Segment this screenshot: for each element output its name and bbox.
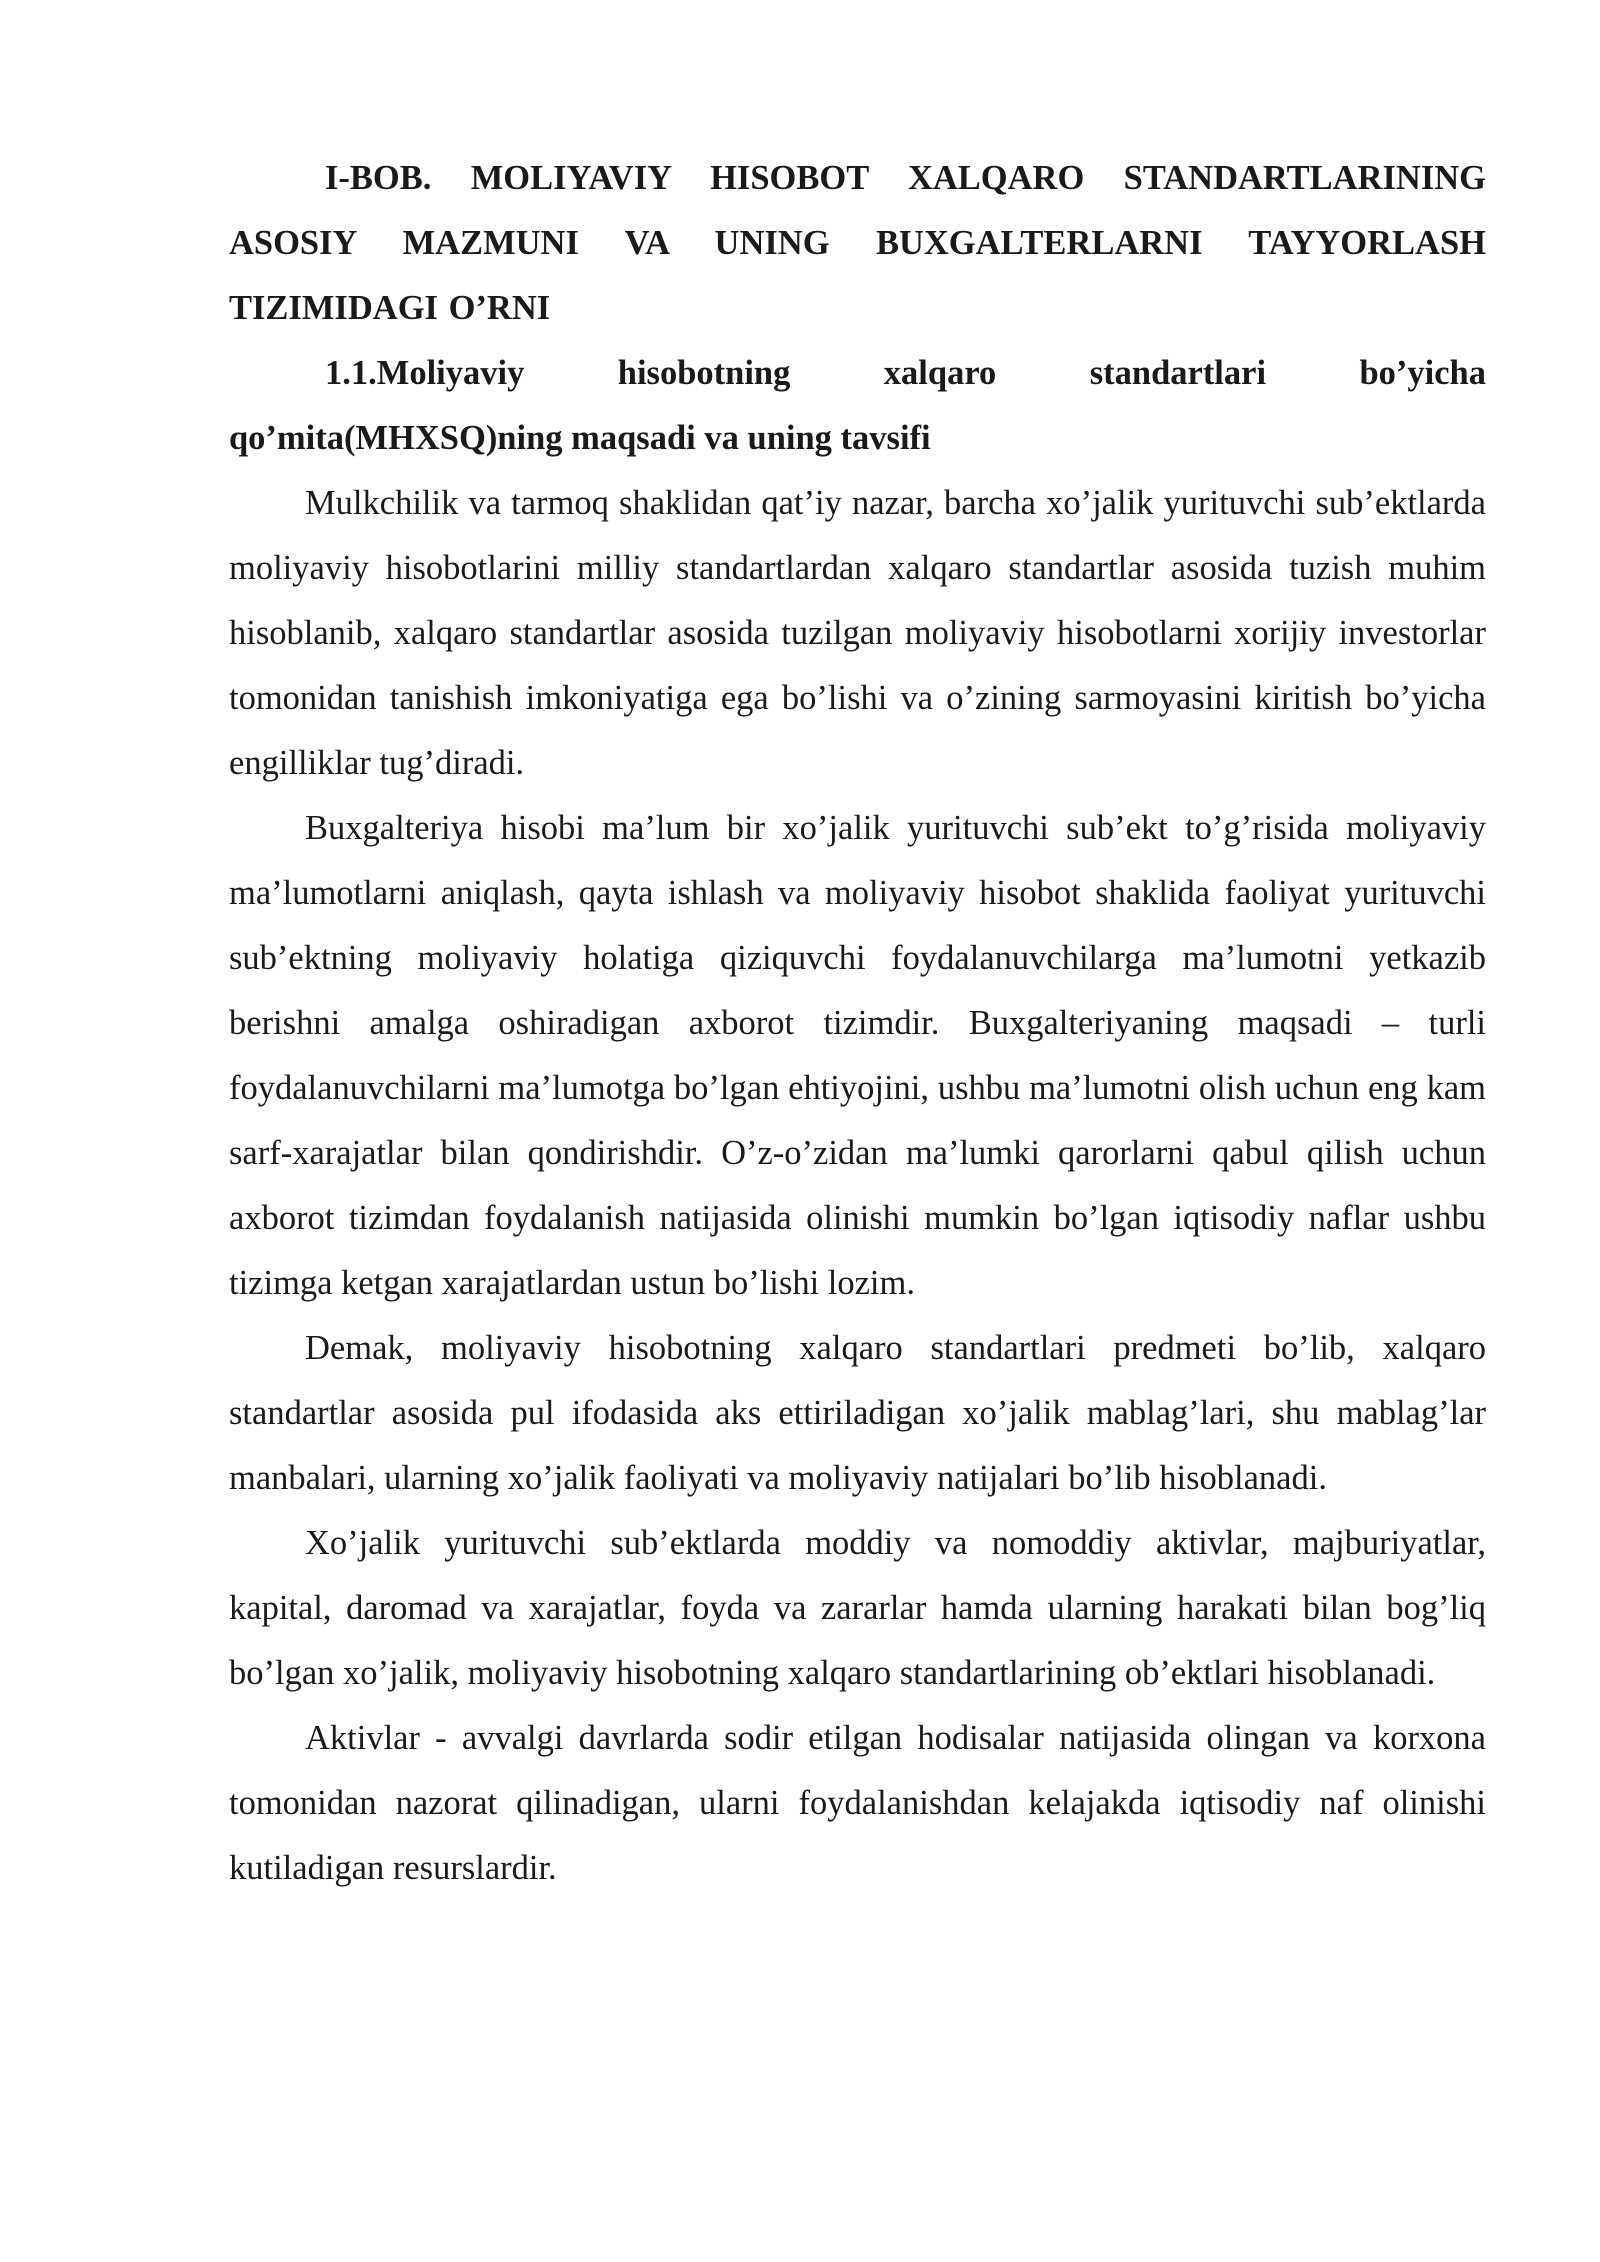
body-paragraph: Mulkchilik va tarmoq shaklidan qat’iy nazar, barcha xo’jalik yurituvchi sub’ektlarda moliyaviy hisobotlarini milliy standartlardan xalqaro standartlar asosida tuzish muhim hisoblanib, xalqaro standartlar asosida tuzilgan moliyaviy hisobotlarni xorijiy investorlar tomonidan tanishish imkoniyatiga ega bo’lishi va o’zining sarmoyasini kiritish bo’yicha engilliklar tug’diradi. bbox=[229, 484, 1486, 782]
body-paragraph: Aktivlar - avvalgi davrlarda sodir etilgan hodisalar natijasida olingan va korxona tomonidan nazorat qilinadigan, ularni foydalanishdan kelajakda iqtisodiy naf olinishi kutiladigan resurslardir. bbox=[229, 1719, 1486, 1887]
body-paragraph: Xo’jalik yurituvchi sub’ektlarda moddiy va nomoddiy aktivlar, majburiyatlar, kapital, daromad va xarajatlar, foyda va zararlar hamda ularning harakati bilan bog’liq bo’lgan xo’jalik, moliyaviy hisobotning xalqaro standartlarining ob’ektlari hisoblanadi. bbox=[229, 1524, 1486, 1692]
body-paragraph: Buxgalteriya hisobi ma’lum bir xo’jalik yurituvchi sub’ekt to’g’risida moliyaviy ma’lumotlarni aniqlash, qayta ishlash va moliyaviy hisobot shaklida faoliyat yurituvchi sub’ektning moliyaviy holatiga qiziquvchi foydalanuvchilarga ma’lumotni yetkazib berishni amalga oshiradigan axborot tizimdir. Buxgalteriyaning maqsadi – turli foydalanuvchilarni ma’lumotga bo’lgan ehtiyojini, ushbu ma’lumotni olish uchun eng kam sarf-xarajatlar bilan qondirishdir. O’z-o’zidan ma’lumki qarorlarni qabul qilish uchun axborot tizimdan foydalanish natijasida olinishi mumkin bo’lgan iqtisodiy naflar ushbu tizimga ketgan xarajatlardan ustun bo’lishi lozim. bbox=[229, 809, 1486, 1302]
body-paragraph: Demak, moliyaviy hisobotning xalqaro standartlari predmeti bo’lib, xalqaro standartlar asosida pul ifodasida aks ettiriladigan xo’jalik mablag’lari, shu mablag’lar manbalari, ularning xo’jalik faoliyati va moliyaviy natijalari bo’lib hisoblanadi. bbox=[229, 1329, 1486, 1497]
section-title: 1.1.Moliyaviy hisobotning xalqaro standartlari bo’yicha qo’mita(MHXSQ)ning maqsadi va uning tavsifi bbox=[229, 354, 1486, 457]
chapter-title: I-BOB. MOLIYAVIY HISOBOT XALQARO STANDARTLARINING ASOSIY MAZMUNI VA UNING BUXGALTERLARNI TAYYORLASH TIZIMIDAGI O’RNI bbox=[229, 159, 1486, 327]
document-page bbox=[229, 146, 1486, 1901]
